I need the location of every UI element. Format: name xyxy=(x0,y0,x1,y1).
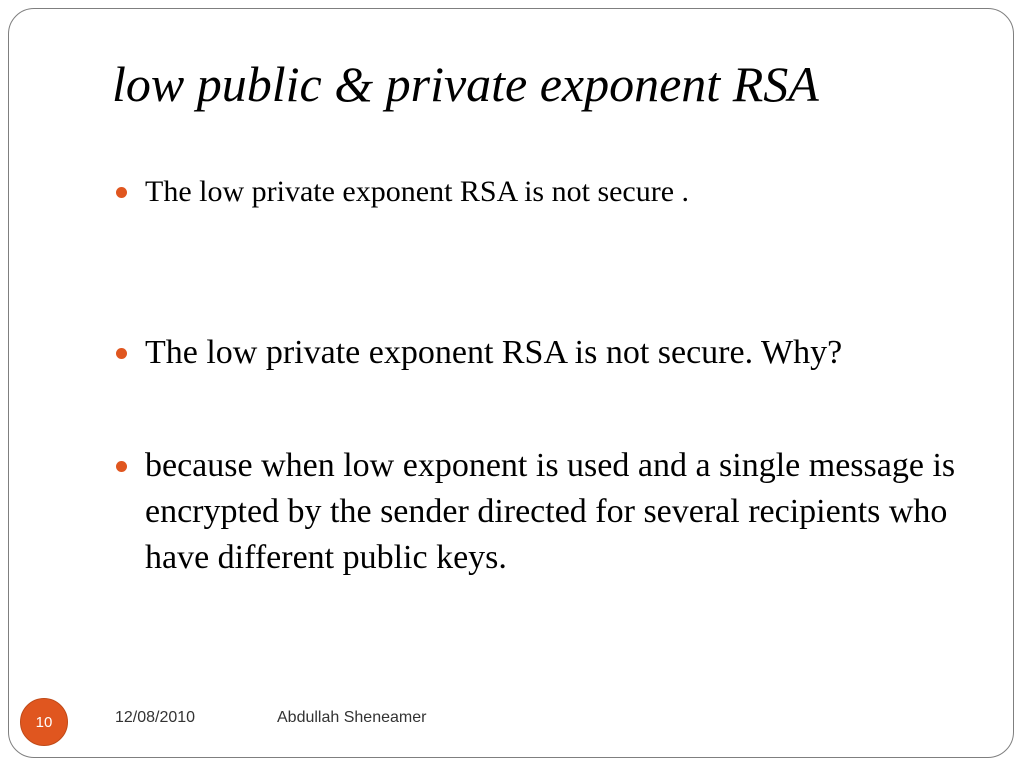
footer-author: Abdullah Sheneamer xyxy=(277,709,427,726)
slide-border xyxy=(8,8,1014,758)
bullet-text: The low private exponent RSA is not secure . xyxy=(145,175,690,208)
bullet-dot-icon xyxy=(116,348,127,359)
bullet-item-3 xyxy=(116,443,996,581)
slide-title: low public & private exponent RSA xyxy=(112,56,819,112)
footer-date: 12/08/2010 xyxy=(115,709,196,726)
bullet-dot-icon xyxy=(116,187,127,198)
bullet-text: because when low exponent is used and a single message is encrypted by the sender directed for several recipients who have different public keys. xyxy=(145,447,956,576)
bullet-dot-icon xyxy=(116,461,127,472)
bullet-item-2 xyxy=(116,330,996,376)
bullet-item-1 xyxy=(116,172,996,212)
page-number-badge: 10 xyxy=(20,698,68,746)
bullet-text: The low private exponent RSA is not secure. Why? xyxy=(145,334,843,371)
